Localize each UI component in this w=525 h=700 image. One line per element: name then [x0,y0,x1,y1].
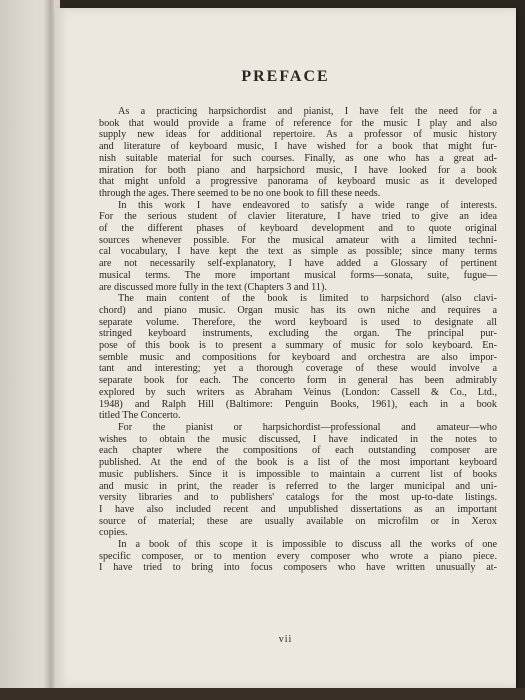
text-line: I have tried to bring into focus composers who have written unusually at- [99,562,497,574]
text-line: For the serious student of clavier literature, I have tried to give an idea [99,211,497,223]
preface-body [99,106,497,574]
page-fold-shadow [44,0,54,700]
text-line: wishes to obtain the music discussed, I have indicated in the notes to [99,433,497,445]
text-line: are discussed more fully in the text (Chapters 3 and 11). [99,281,327,293]
text-line: book that would provide a frame of reference for the music I play and also [99,117,497,129]
text-line: tant and interesting; yet a thorough coverage of these would involve a [99,363,497,375]
text-line: copies. [99,527,128,539]
text-line: titled The Concerto. [99,410,181,422]
text-line: stringed keyboard instruments, excluding the organ. The principal pur- [99,328,497,340]
text-line: For the pianist or harpsichordist—professional and amateur—who [118,421,497,433]
text-line: specific composer, or to mention every composer who wrote a piano piece. [99,550,497,562]
text-line: published. At the end of the book is a list of the most important keyboard [99,457,497,469]
page-heading: PREFACE [241,68,330,85]
text-line: of the different phases of keyboard development and to quote original [99,223,497,235]
text-line: that might unfold a progressive panorama of keyboard music as it developed [99,176,497,188]
text-line: and literature of keyboard music, I have wished for a book that might fur- [99,141,497,153]
text-line: chord) and piano music. Organ music has its own niche and requires a [99,304,497,316]
text-line: miration for both piano and harpsichord music, I have looked for a book [99,164,497,176]
text-line: sources whenever possible. For the musical amateur with a limited techni- [99,234,497,246]
text-line: As a practicing harpsichordist and pianist, I have felt the need for a [118,106,497,117]
adjacent-page-edge [0,0,60,700]
text-line: separate volume. Therefore, the word keyboard is used to designate all [99,316,497,328]
text-line: source of material; these are usually available on microfilm or in Xerox [99,515,497,527]
text-line: nish suitable material for such courses. Finally, as one who has a great ad- [99,152,497,164]
text-line: pose of this book is to present a summary of music for solo keyboard. En- [99,340,497,352]
text-line: are not necessarily self-explanatory, I have added a Glossary of pertinent [99,258,497,270]
text-line: musical terms. The more important musical forms—sonata, suite, fugue— [99,269,497,281]
text-line: supply new ideas for additional repertoire. As a professor of music history [99,129,497,141]
text-line: and music in print, the reader is referred to the larger municipal and uni- [99,480,497,492]
text-line: cal vocabulary, I have kept the text as simple as possible; since many terms [99,246,497,258]
text-line: through the ages. There seemed to be no one book to fill these needs. [99,187,381,199]
text-line: versity libraries and to publishers' catalogs for the most up-to-date listings. [99,492,497,504]
text-line: explored by such writers as Abraham Veinus (London: Cassell & Co., Ltd., [99,386,497,398]
book-page [55,8,516,688]
text-line: music publishers. Since it is impossible to maintain a current list of books [99,468,497,480]
page-number: vii [278,634,293,645]
text-line: separate book for each. The concerto form in general has been admirably [99,375,497,387]
table-surface [0,688,525,700]
text-line: In a book of this scope it is impossible to discuss all the works of one [118,539,497,551]
text-line: semble music and compositions for keyboard and orchestra are also impor- [99,351,497,363]
text-line: each chapter where the compositions of each outstanding composer are [99,445,497,457]
text-line: 1948) and Ralph Hill (Baltimore: Penguin Books, 1961), each in a book [99,398,497,410]
text-line: In this work I have endeavored to satisfy a wide range of interests. [118,199,497,211]
text-line: I have also included recent and unpublished dissertations as an important [99,503,497,515]
text-line: The main content of the book is limited to harpsichord (also clavi- [118,293,497,305]
